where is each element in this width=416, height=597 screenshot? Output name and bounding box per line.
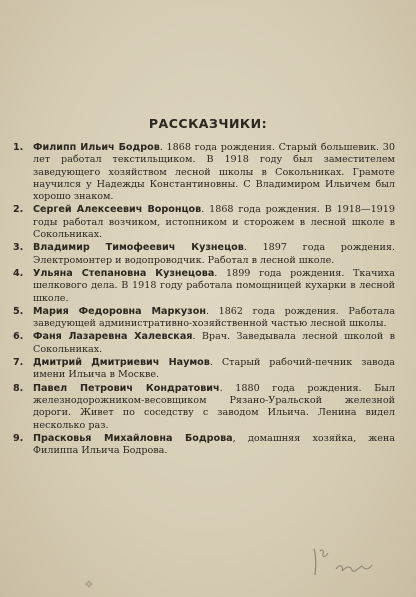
- narrators-list: [13, 142, 395, 458]
- list-item: [13, 306, 395, 331]
- narrator-name: Владимир Тимофеевич Кузнецов: [33, 242, 244, 254]
- list-item: [13, 242, 395, 267]
- narrator-description: . 1868 года рождения. Старый большевик. 30 лет работал текстильщиком. В 1918 году был заместителем заведующего хозяйством лесной школы в Сокольниках. Грамоте научился у Надежды Константиновны. С Владимиром Ильичем был хорошо знаком.: [33, 142, 395, 203]
- item-number: 7.: [13, 357, 24, 369]
- list-item: [13, 268, 395, 305]
- narrator-name: Мария Федоровна Маркузон: [33, 305, 206, 317]
- narrator-name: Филипп Ильич Бодров: [33, 142, 160, 153]
- item-number: 8.: [13, 382, 24, 394]
- narrator-name: Фаня Лазаревна Халевская: [33, 331, 193, 343]
- narrator-description: . Старый рабочий-печник завода имени Ильича в Москве.: [33, 357, 395, 381]
- narrator-description: . Врач. Заведывала лесной школой в Сокольниках.: [33, 331, 395, 355]
- faint-corner-mark: ❖: [84, 578, 94, 591]
- item-number: 6.: [13, 331, 24, 343]
- list-item: [13, 433, 395, 458]
- item-number: 4.: [13, 267, 24, 279]
- narrator-name: Павел Петрович Кондратович: [33, 382, 220, 394]
- item-number: 1.: [13, 142, 24, 153]
- item-number: 5.: [13, 305, 24, 317]
- page-heading: РАССКАЗЧИКИ:: [148, 116, 268, 131]
- list-item: [13, 204, 395, 241]
- narrator-description: . 1899 года рождения. Ткачиха шелкового дела. В 1918 году работала помощницей кухарки в лесной школе.: [33, 267, 395, 304]
- narrator-name: Дмитрий Дмитриевич Наумов: [33, 357, 210, 369]
- narrator-name: Прасковья Михайловна Бодрова: [33, 432, 233, 444]
- handwritten-pencil-mark: [306, 541, 386, 586]
- narrator-description: , домашняя хозяйка, жена Филиппа Ильича Бодрова.: [33, 432, 395, 457]
- item-number: 9.: [13, 432, 24, 444]
- item-number: 3.: [13, 242, 24, 254]
- narrator-name: Ульяна Степановна Кузнецова: [33, 267, 215, 279]
- list-item: [13, 357, 395, 382]
- list-item: [13, 331, 395, 356]
- narrator-name: Сергей Алексеевич Воронцов: [33, 204, 202, 216]
- list-item: [13, 142, 395, 203]
- narrator-description: . 1897 года рождения. Электромонтер и водопроводчик. Работал в лесной школе.: [33, 242, 395, 266]
- narrator-description: . 1862 года рождения. Работала заведующей административно-хозяйственной частью лесной школы.: [33, 305, 395, 330]
- narrator-description: . 1868 года рождения. В 1918—1919 годы работал возчиком, истопником и сторожем в лесной школе в Сокольниках.: [33, 204, 395, 241]
- narrator-description: . 1880 года рождения. Был железнодорожником-весовщиком Рязано-Уральской железной дороги. Живет по соседству с заводом Ильича. Ленина видел несколько раз.: [33, 382, 396, 431]
- list-item: [13, 383, 395, 432]
- item-number: 2.: [13, 204, 24, 216]
